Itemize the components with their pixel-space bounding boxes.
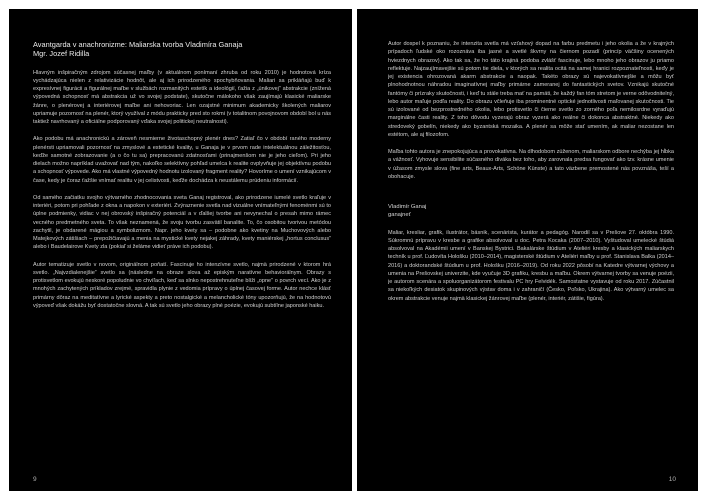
left-page-content [33,40,331,470]
article-author: Mgr. Jozef Ridilla [33,49,90,59]
article-title: Avantgarda v anachronizme: Maliarska tvorba Vladimíra Ganaja [33,40,243,49]
page-number: 10 [668,476,676,483]
right-page [357,9,698,491]
bio-name: Vladimír Ganaj [388,204,427,210]
page-number: 9 [33,476,37,483]
body-paragraph: Maľba tohto autora je znepokojujúca a provokatívna. Na dlhodobom zúženom, maliarskom odbore nechýba jej hĺbka a vážnosť. Vyhovuje sensibilite súčasného diváka bez toho, aby zarovnala predsa fungovať ako tzv. krásne umenie v úžasom zmysle slova (fine arts, Beaux-Arts, Schöne Künste) a tato väzbene premostené nás povznáša, teší a obohacuje. [388,149,674,180]
body-paragraph: Hlavným inšpiračným zdrojom súčasnej maľby (v aktuálnom ponímaní zhruba od roku 2010) je hodnotová kríza vychádzajúca nielen z relativizácie hodnôt, ale aj ich prirodzeného spochybňovania. Maliari sa prikláňajú buď k expresívnej figurácii a figurálnej maľbe v službách rozmanitých estetík a ideológií, ťažia z „únikovej” abstrakcie (znížená výpovedná schopnosť má abstrakcia už vo svojej podstate), skutočne málokoho však zaujímajú klasické maliarske žánre, o plenérovej a interiérovej maľbe ani nehovoriac. Len ozajstné minimum akademicky školených maliarov upriamuje pozornosť na plenér, ktorý využíval z módu prakticky pred sto rokmi (v totalitnom povojnovom období bol u nás taktiež navrhovaný a oficiálne podporovaný vďaka svojej politickej neutralnosti). [33,69,331,126]
body-paragraph: Autor dospel k poznaniu, že intenzita svetla má vzťahový dopad na farbu predmetu i jeho okolia a že v krajných prípadoch ľudské oko rozoznáva iba jasné a svetlé škvrny na čiernom pozadí (princíp väčšiny ocenených hviezdnych obrazov). Ako tak sa, že ho táto krajiná podoba zvlášť fascinuje, lebo mnoho jeho obrazov ju priamo reflektuje. Najzaujímavejšie sú potom tie diela, v ktorých sa realita ocitá na samej hranici rozpoznateľnosti, keďy je jej existencia ohrozovaná akarm abstrakcie a naopak. Takéto obrazy sú najevokatívnejšie a môžu byť plnohodnotnou náhradou imaginatívnej maľby primárne zameranej do fantastických svetov. Vznikajú skutočné fantómy či prízraky skutočnosti, i keď tu stále treba mať na pamäti, že každý fan tóm stretom je verne odôvodnitelný, lebo autor maľuje podľa reality. Do obrazu včleňuje iba prominentné optické jednotlivosti maľovanej skutočnosti. Tie sú izolované od bezprostredného okolia, lebo protisvetlo či čierne svetlo zo zorného poľa nemilosrdne vyraďujú marginálne časti reality. Z toho dôvodu vyzerajú obraz vyzerá ako reálne či dokonca abstraktné. Niekedy ako stredoveký gobelín, niekedy ako byzantská mozaika. A plenér sa môže stať umením, ak maliar nezostane len estétom, ale aj filozofom. [388,41,674,138]
body-paragraph: Ako podobu má anachronickú a zároveň nesmierne životaschopný plenér dnes? Zatiaľ čo v období raného moderny plenérsti upriamovali pozornosť na zmyslové a estetické kvality, u Ganaja je v prvom rade intelektuálnou záležitosťou, keďže samotné zobrazovanie (a o čo tu sa) prepracovanú zdatnosťami (prinajmenšom nie je jeho cieľom). Pri jeho dielach možno napríklad uvažovať nad tým, nakoľko selektívny pohľad umelca k realite ovplyvňuje jej objektívnu podobu a schopnosť výpovede. Ako má vlastné výpovedný hodnotu izolovaný fragment reality? Hovoríme o umení vznikajúcom v čase, kedy je čoraz ťažšie vnímať realitu v jej celistvosti, keďže dochádza k neustálemu prúdeniu informácií. [33,136,331,184]
body-paragraph: Autor tematizuje svetlo v novom, originálnom poňatí. Fascinuje ho intenzívne svetlo, najmä prirodzené v ktorom hrá svetlo. „Najvzdialenejšie” svetlo sa (následne na obraze slova až epiským naratívne behaviorálnym. Obrazy s protisvetlom evokujú neskoré popoludnie vo chvíľach, keď sa slnko nepostrehnuteľne blíži „opne” o povrch vecí. Ako je z mnohých zachytených príkladov zrejmé, spravidla plynie z vedomia prípravy o úplnej časovej forme. Autor nechce klásť primárny dôraz na meditatívne a lyrické aspekty a preto nostalgické a melancholické tóny upozorňujú, že na hodnotovú výpoveď však dokážu byť dostatočne slovná. A tak sú svetlo jeho obrazy plné poézie, evokujú subtílne japonské haiku. [33,261,331,309]
right-page-content [388,40,674,470]
left-page [9,9,352,491]
bio-paragraph: Maliar, kresliar, grafik, ilustrátor, básnik, scenárista, kurátor a pedagóg. Narodil sa v Prešove 27. októbra 1990. Súkromnú prípravu v kresbe a grafike absolvoval u doc. Petra Kocaka (2007–2010). Vyštudoval umelecké štúdiá absolvoval na Akadémii umení v Banskej Bystrici. Bakalárske štúdium v Ateliéri kresby a klasických maliarskych techník u prof. Ľudovíta Hološku (2010–2014), magisterské štúdium v Ateliéri maľby u prof. Stanislava Balka (2014–2016) a doktorandské štúdium u prof. Hološku (2016–2019). Od roku 2022 pôsobí na Katedre výtvarnej výchovy a umenia na Prešovskej univerzite, kde vyučuje 3D grafiku, kresbu a maľbu. Okrem výtvarnej tvorby sa venuje poézii, je autorom scenára a spoluorganizátorom festivalu PC hry Felvidék. Samostatne vystavuje od roku 2017. Zúčastnil sa niekoľkých desiatok skupinových výstav doma i v zahraničí (Česko, Poľsko, Ukrajina). Ako výtvarný umelec sa okrem abstrakcie venuje najmä klasickej žánrovej maľbe (plenér, interiér, zátišie, figúra). [388,229,674,302]
body-paragraph: Od samého začiatku svojho výtvarného zhodnocovania sveta Ganaj registroval, ako prirodzene iumelé svetlo kraľuje v interiéri, potom pri pohľade z okna a napokon v exteriéri. Zvýraznenie svetla nad vizuálne vnímateľnými fenoménmi sú to úplne podmienky, vidiac v nej obrovský inšpiračný potenciál a v ďalšej tvorbe ani nevynechal o presah mimo rámec vecného predmetného sveta. To však neznamená, že svoju tvorbu zasvätil banalite. To, čo osobitou tvorivou metódou zachytil, je obdarené mágiou a symbolizmom. Napr. jeho kvety sa – podobne ako kvetiny na Muchovových alebo Matejkových zátišiach – prepožičiavajú a menia na mystické kvety nejakej záhrady, kvety maniérskej „hortus conclusus” alebo i Baudelairove Kvety zla (pokiaľ si želáme vidieť práve ich podobu). [33,194,331,251]
bio-role: ganajneť [388,212,411,219]
